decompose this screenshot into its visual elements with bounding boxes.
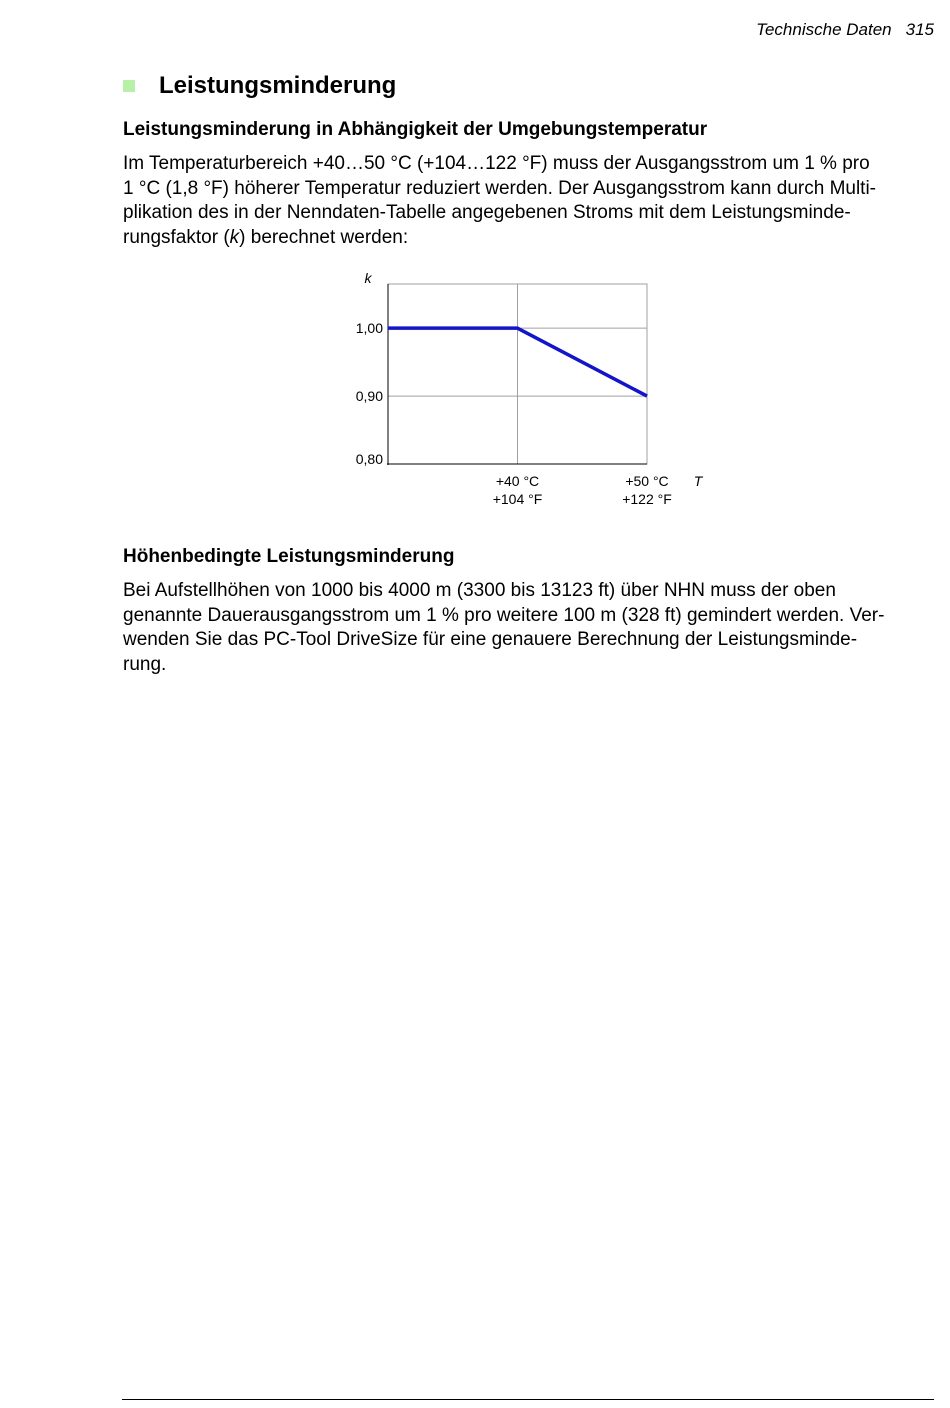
y-tick-label: 1,00	[355, 320, 383, 337]
section-heading-row	[123, 70, 935, 102]
section-altitude	[123, 545, 935, 677]
subsection-title-altitude: Höhenbedingte Leistungsminderung	[123, 546, 455, 567]
x-tick-label-fahrenheit: +104 °F	[492, 491, 543, 507]
x-tick-label-celsius: +50 °C	[625, 473, 669, 489]
header-section-title: Technische Daten	[756, 20, 892, 39]
page-number: 315	[905, 20, 934, 39]
x-tick-label-celsius: +40 °C	[495, 473, 540, 489]
x-axis-label: T	[693, 473, 703, 489]
paragraph-line: rung.	[123, 653, 167, 675]
paragraph-line: wenden Sie das PC-Tool DriveSize für eine genauere Berechnung der Leistungsminde-	[123, 629, 858, 650]
paragraph-line: genannte Dauerausgangsstrom um 1 % pro weitere 100 m (328 ft) gemindert werden. Ver-	[123, 604, 885, 626]
footer-rule	[122, 1399, 934, 1400]
section-derating	[123, 70, 935, 250]
paragraph-line: Bei Aufstellhöhen von 1000 bis 4000 m (3300 bis 13123 ft) über NHN muss der oben	[123, 580, 836, 601]
section-bullet-icon	[123, 80, 135, 92]
paragraph-line: Im Temperaturbereich +40…50 °C (+104…122 °F) muss der Ausgangsstrom um 1 % pro	[123, 153, 870, 174]
paragraph-line: plikation des in der Nenndaten-Tabelle angegebenen Stroms mit dem Leistungsminde-	[123, 202, 851, 223]
paragraph-line: 1 °C (1,8 °F) höherer Temperatur reduziert werden. Der Ausgangsstrom kann durch Multi-	[123, 177, 877, 199]
derating-chart	[340, 262, 720, 522]
running-header	[756, 20, 934, 40]
paragraph-line: rungsfaktor (k) berechnet werden:	[123, 226, 409, 248]
section-title: Leistungsminderung	[159, 72, 397, 99]
y-axis-label: k	[364, 270, 372, 286]
paragraph-temperature	[123, 152, 935, 250]
paragraph-altitude	[123, 579, 935, 677]
y-tick-label: 0,80	[355, 451, 383, 467]
derating-chart-svg	[340, 262, 720, 522]
x-tick-label-fahrenheit: +122 °F	[622, 491, 672, 507]
subsection-title-temperature: Leistungsminderung in Abhängigkeit der Umgebungstemperatur	[123, 119, 708, 140]
y-tick-label: 0,90	[355, 388, 383, 405]
